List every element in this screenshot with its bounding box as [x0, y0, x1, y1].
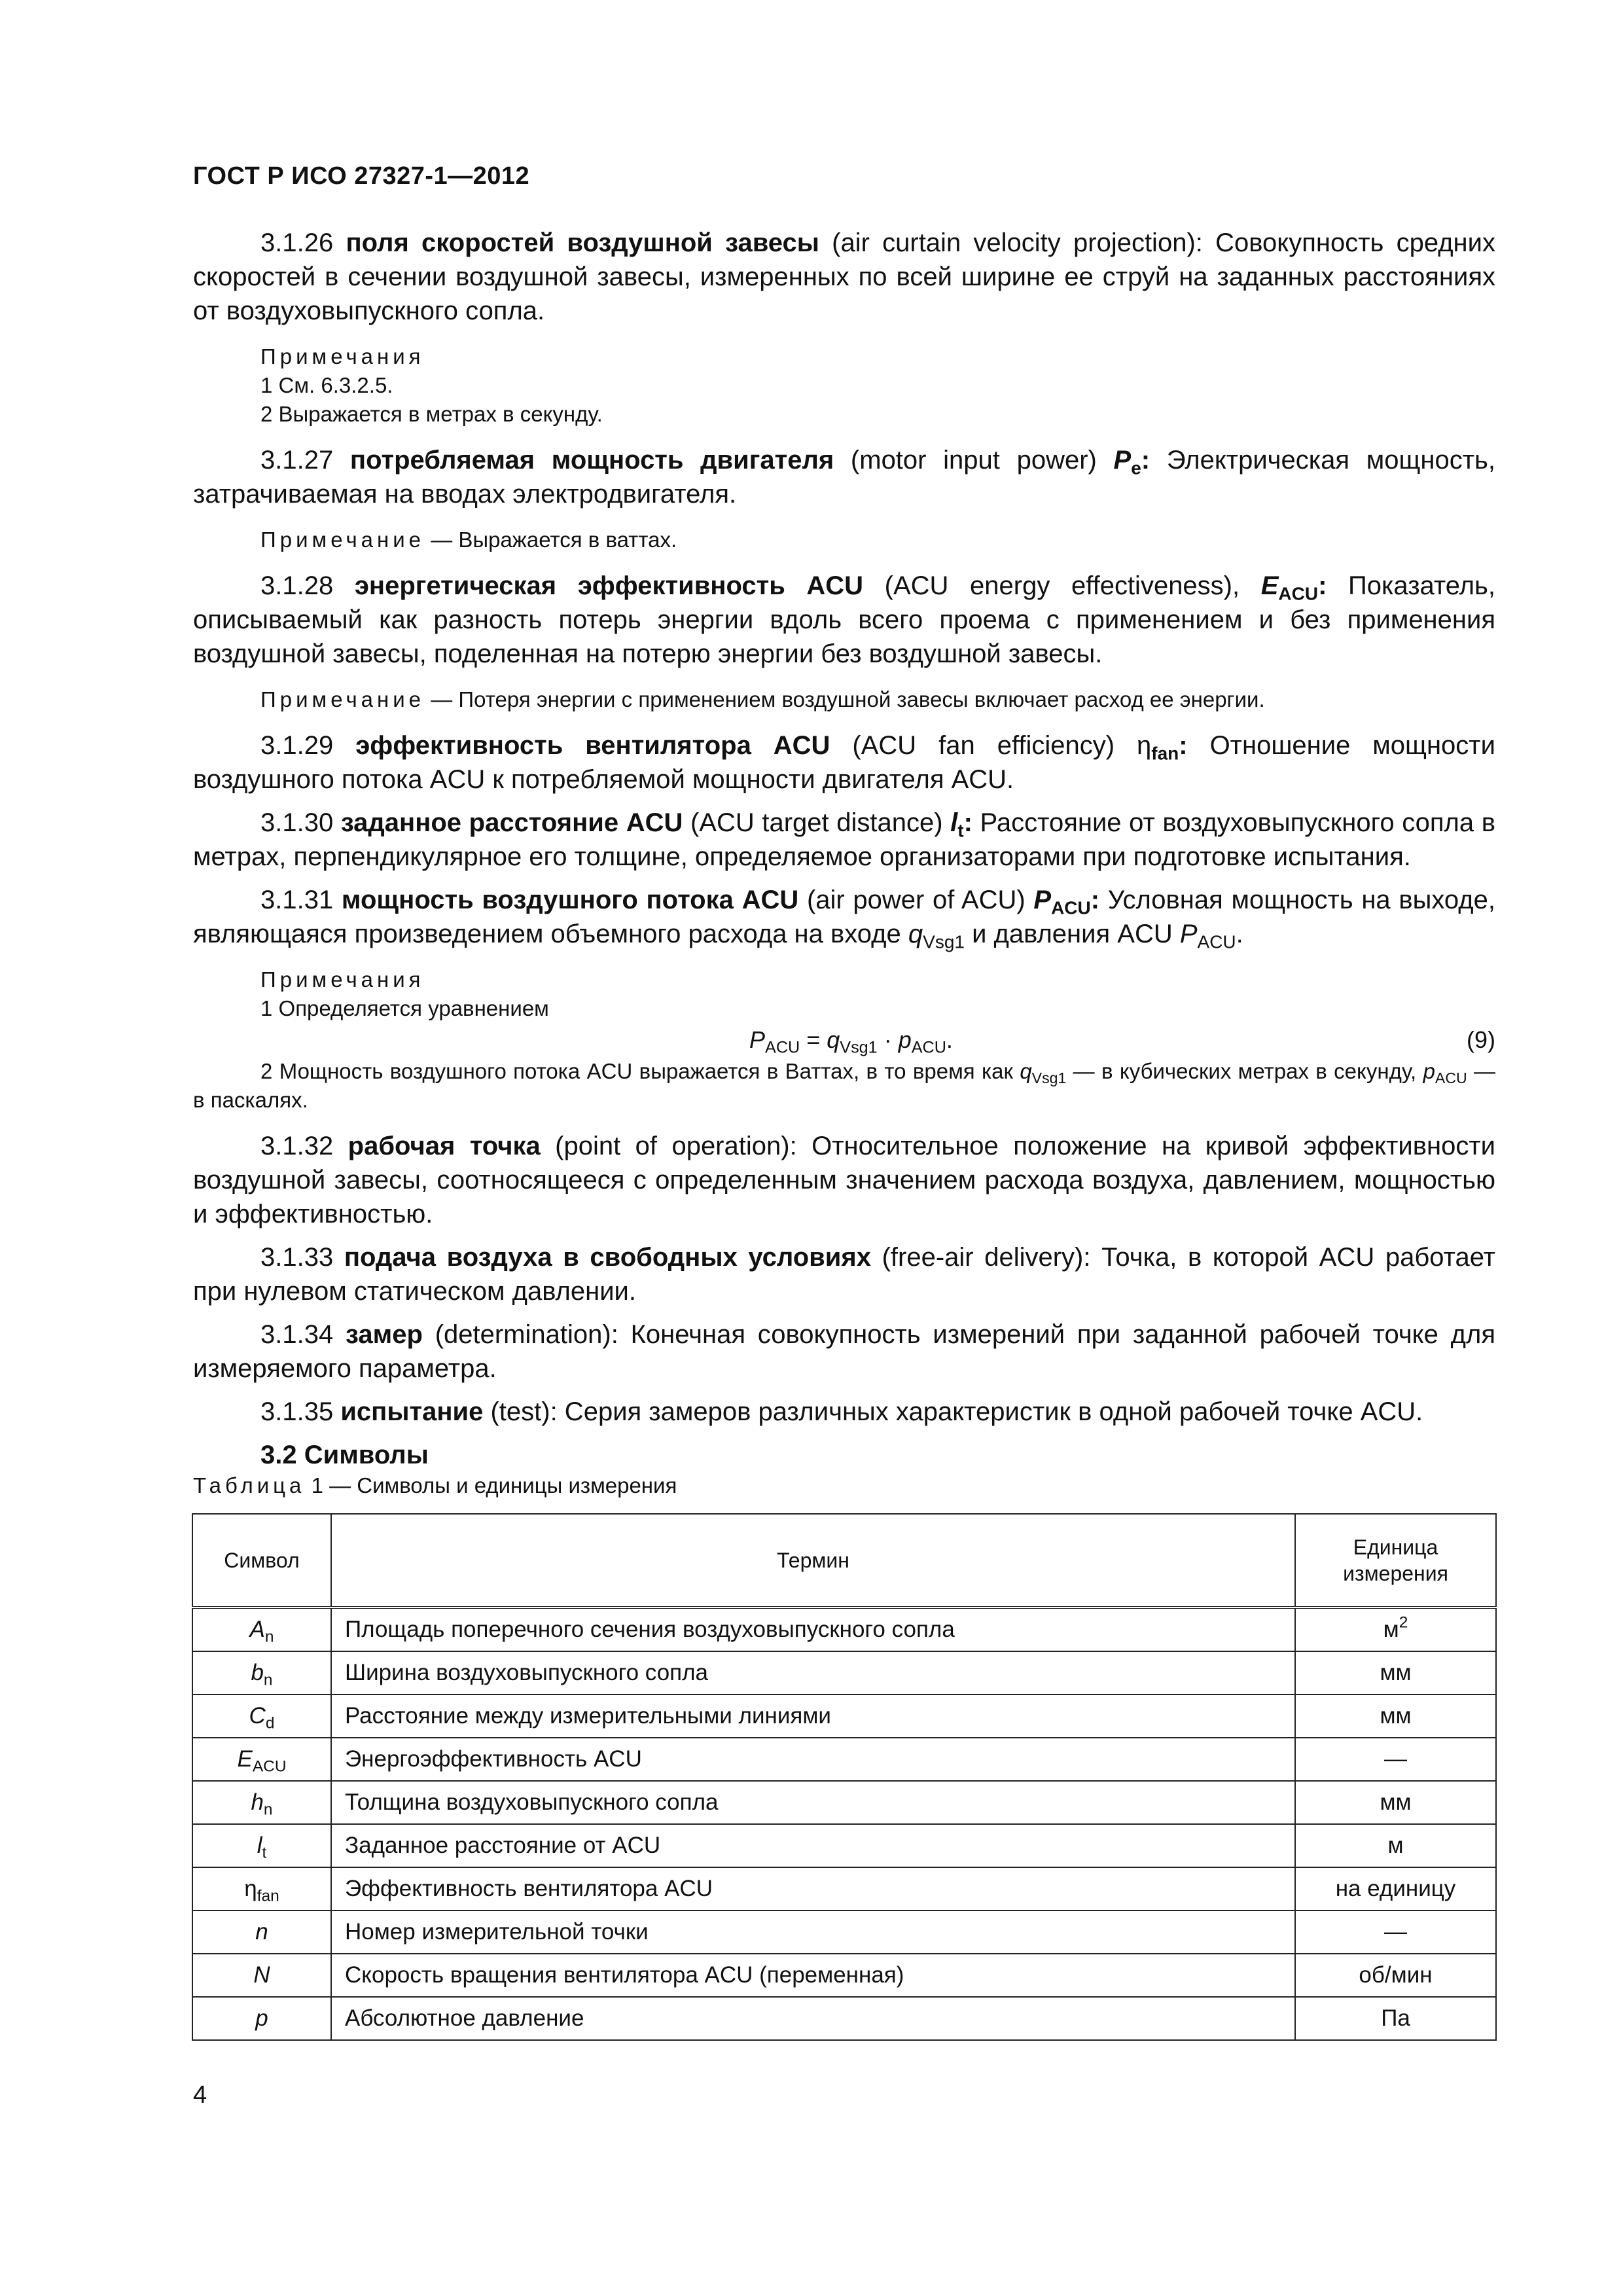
entry-symbol: E [1260, 571, 1279, 600]
table-row [192, 1781, 1496, 1824]
note-label: Примечание [260, 528, 425, 552]
table-row [192, 1824, 1496, 1867]
header-unit: Единица измерения [1295, 1514, 1496, 1607]
symbol-cell [192, 1651, 331, 1695]
entry-number: 3.1.31 [260, 886, 334, 914]
formula-p: p [898, 1026, 912, 1053]
notes-heading: Примечания [260, 967, 425, 992]
entry-term: заданное расстояние ACU [340, 808, 683, 837]
entry-3-1-34 [193, 1318, 1495, 1386]
symbol-cell [192, 1910, 331, 1954]
entry-3-1-35 [193, 1395, 1495, 1429]
note-item [260, 526, 1495, 554]
entry-term: мощность воздушного потока ACU [341, 886, 799, 914]
pressure-symbol-subscript: ACU [1435, 1069, 1467, 1086]
entry-3-1-31: 3.1.31 мощность воздушного потока ACU (air power of ACU) $P_{ACU}$: Условная мощность на выходе, являющаяся произведением объемного расхода на входе $q_{Vsg1}$ и давления ACU $P_{ACU}$. [193, 886, 1495, 952]
term-cell: Расстояние между измерительными линиями [331, 1695, 1295, 1738]
flow-symbol: q [908, 920, 923, 948]
unit-cell [1295, 1651, 1496, 1695]
page-number: 4 [193, 2081, 207, 2109]
symbol-text: η [244, 1876, 257, 1901]
note-text: — Потеря энергии с применением воздушной завесы включает расход ее энергии. [431, 687, 1265, 711]
entry-symbol: P [1033, 886, 1052, 914]
unit-text: м [1387, 1833, 1404, 1858]
pressure-symbol: P [1179, 920, 1198, 948]
entry-3-1-29: 3.1.29 эффективность вентилятора ACU (ACU fan efficiency) $\eta_{fan}$: Отношение мощности воздушного потока ACU к потребляемой мощности двигателя ACU. [193, 731, 1495, 794]
formula-expression [749, 1023, 953, 1057]
period: . [1236, 920, 1243, 948]
unit-cell [1295, 1738, 1496, 1781]
entry-term: подача воздуха в свободных условиях [344, 1243, 871, 1272]
table-header-row [192, 1514, 1496, 1607]
entry-english-term: (ACU target distance) [690, 808, 943, 837]
symbol-cell [192, 1695, 331, 1738]
symbol-text: n [255, 1919, 268, 1945]
note-text: — Выражается в ваттах. [431, 528, 677, 552]
note-label: Примечание [260, 687, 425, 711]
unit-cell [1295, 1607, 1496, 1651]
entry-definition: (determination): Конечная совокупность измерений при заданной рабочей точке для измеряемого параметра. [193, 1320, 1496, 1383]
entry-term: эффективность вентилятора ACU [355, 731, 830, 760]
formula-lhs-sub: ACU [765, 1038, 800, 1057]
entry-number: 3.1.26 [260, 228, 334, 257]
symbol-cell [192, 1781, 331, 1824]
symbol-cell [192, 1824, 331, 1867]
table-row [192, 1954, 1496, 1997]
note-item: 2 Выражается в метрах в секунду. [260, 402, 603, 426]
entry-3-1-27: 3.1.27 потребляемая мощность двигателя (motor input power) $P_e$: Электрическая мощность, затрачиваемая на вводах электродвигателя. [193, 446, 1495, 509]
formula-9 [193, 1023, 1495, 1057]
header-term: Термин [331, 1514, 1295, 1607]
symbol-cell [192, 1738, 331, 1781]
header-symbol: Символ [192, 1514, 331, 1607]
symbol-cell [192, 1997, 331, 2040]
entry-english-term: (air power of ACU) [806, 886, 1026, 914]
table-caption-text: 1 — Символы и единицы измерения [311, 1473, 677, 1498]
formula-q: q [827, 1026, 840, 1053]
term-cell: Толщина воздуховыпускного сопла [331, 1781, 1295, 1824]
term-cell: Энергоэффективность ACU [331, 1738, 1295, 1781]
document-header: ГОСТ Р ИСО 27327-1—2012 [193, 162, 530, 190]
entry-definition: Отношение мощности воздушного потока ACU к потребляемой мощности двигателя ACU. [193, 731, 1495, 794]
symbol-cell [192, 1607, 331, 1651]
pressure-symbol-subscript: ACU [1197, 931, 1236, 952]
entry-definition: (test): Серия замеров различных характеристик в одной рабочей точке ACU. [490, 1397, 1423, 1426]
entry-symbol: P [1113, 446, 1132, 475]
flow-symbol-subscript: Vsg1 [1031, 1069, 1067, 1086]
entry-3-1-30: 3.1.30 заданное расстояние ACU (ACU target distance) $l_t$: Расстояние от воздуховыпускного сопла в метрах, перпендикулярное его толщине, определяемое организаторами при подготовке испытания. [193, 808, 1495, 871]
entry-term: энергетическая эффективность ACU [354, 571, 864, 600]
entry-3-1-33 [193, 1240, 1495, 1308]
entry-number: 3.1.33 [260, 1243, 334, 1272]
entry-number: 3.1.27 [260, 446, 334, 475]
unit-text: Па [1381, 2005, 1410, 2031]
table-row [192, 1607, 1496, 1651]
table-row [192, 1910, 1496, 1954]
table-row [192, 1651, 1496, 1695]
table-row [192, 1867, 1496, 1910]
symbol-subscript: d [265, 1714, 275, 1732]
entry-term: поля скоростей воздушной завесы [346, 228, 819, 257]
entry-definition: (point of operation): Относительное положение на кривой эффективности воздушной завесы, соотносящееся с определенным значением расхода воздуха, давлением, мощностью и эффективностью. [193, 1132, 1495, 1229]
symbol-subscript: n [264, 1628, 274, 1646]
unit-cell [1295, 1954, 1496, 1997]
flow-symbol-subscript: Vsg1 [923, 931, 965, 952]
entry-symbol-subscript: ACU [1278, 583, 1319, 604]
entry-definition: (free-air delivery): Точка, в которой ACU работает при нулевом статическом давлении. [193, 1243, 1495, 1306]
entry-symbol-subscript: ACU [1051, 897, 1091, 918]
entry-term: рабочая точка [348, 1132, 541, 1160]
table-caption [193, 1471, 677, 1500]
symbol-text: N [253, 1962, 270, 1988]
formula-q-sub: Vsg1 [840, 1038, 878, 1057]
symbol-text: p [255, 2005, 268, 2031]
entry-number: 3.1.34 [260, 1320, 334, 1349]
term-cell: Ширина воздуховыпускного сопла [331, 1651, 1295, 1695]
entry-english-term: (motor input power) [850, 446, 1097, 475]
symbol-text: l [257, 1833, 262, 1858]
entry-term: потребляемая мощность двигателя [349, 446, 834, 475]
entry-term: замер [346, 1320, 423, 1349]
symbol-text: b [251, 1660, 264, 1685]
unit-text: мм [1380, 1660, 1412, 1685]
formula-lhs: P [749, 1026, 766, 1053]
symbol-text: h [251, 1789, 264, 1815]
table-row [192, 1738, 1496, 1781]
entry-number: 3.1.32 [260, 1132, 334, 1160]
entry-symbol: l [950, 808, 958, 837]
entry-definition-cont: и давления ACU [972, 920, 1173, 948]
table-row [192, 1695, 1496, 1738]
section-heading: 3.2 Символы [260, 1441, 429, 1469]
term-cell: Номер измерительной точки [331, 1910, 1295, 1954]
entry-number: 3.1.28 [260, 571, 334, 600]
entry-symbol-subscript: e [1131, 457, 1141, 478]
notes-heading: Примечания [260, 344, 425, 368]
entry-definition: Показатель, описываемый как разность потерь энергии вдоль всего проема с применением и без применения воздушной завесы, поделенная на потерю энергии без воздушной завесы. [193, 571, 1495, 668]
term-cell: Скорость вращения вентилятора ACU (переменная) [331, 1954, 1295, 1997]
document-body [193, 226, 1495, 1472]
unit-cell [1295, 1997, 1496, 2040]
unit-cell [1295, 1781, 1496, 1824]
formula-eq: = [800, 1026, 827, 1053]
formula-p-sub: ACU [911, 1038, 946, 1057]
unit-text: мм [1380, 1789, 1412, 1815]
unit-cell [1295, 1910, 1496, 1954]
unit-text: — [1384, 1919, 1407, 1945]
entry-symbol-subscript: t [957, 820, 964, 841]
entry-definition: Электрическая мощность, затрачиваемая на вводах электродвигателя. [193, 446, 1495, 509]
unit-text: м [1383, 1617, 1399, 1642]
entry-english-term: (ACU energy effectiveness), [884, 571, 1240, 600]
symbol-cell [192, 1954, 331, 1997]
symbol-text: E [237, 1746, 253, 1772]
note-text: — в паскалях. [193, 1059, 1496, 1112]
note-item [193, 1057, 1495, 1115]
formula-end: . [946, 1026, 953, 1053]
symbol-subscript: n [263, 1671, 273, 1689]
entry-3-1-32 [193, 1129, 1495, 1231]
unit-cell [1295, 1867, 1496, 1910]
symbol-text: A [249, 1617, 265, 1642]
entry-number: 3.1.29 [260, 731, 334, 760]
symbol-text: C [249, 1703, 266, 1729]
formula-number: (9) [1467, 1026, 1495, 1053]
symbol-subscript: t [262, 1844, 267, 1862]
term-cell: Площадь поперечного сечения воздуховыпускного сопла [331, 1607, 1295, 1651]
entry-definition: (air curtain velocity projection): Совокупность средних скоростей в сечении воздушной завесы, измеренных по всей ширине ее струй на заданных расстояниях от воздуховыпускного сопла. [193, 228, 1495, 325]
symbols-table [192, 1513, 1497, 2041]
pressure-symbol: p [1423, 1059, 1435, 1083]
unit-text: мм [1380, 1703, 1412, 1729]
unit-cell [1295, 1824, 1496, 1867]
entry-3-1-26 [193, 226, 1495, 328]
note-text: 2 Мощность воздушного потока ACU выражается в Ваттах, в то время как [260, 1059, 1013, 1083]
table-body [192, 1607, 1496, 2040]
symbol-subscript: n [263, 1801, 273, 1819]
entry-term: испытание [340, 1397, 484, 1426]
note-item [260, 685, 1495, 714]
flow-symbol: q [1020, 1059, 1032, 1083]
unit-text: на единицу [1335, 1876, 1456, 1901]
entry-english-term: (ACU fan efficiency) [852, 731, 1115, 760]
term-cell: Абсолютное давление [331, 1997, 1295, 2040]
formula-dot: · [877, 1026, 899, 1053]
unit-cell [1295, 1695, 1496, 1738]
unit-superscript: 2 [1399, 1613, 1408, 1632]
note-item: 1 Определяется уравнением [260, 996, 549, 1020]
table-row [192, 1997, 1496, 2040]
term-cell: Эффективность вентилятора ACU [331, 1867, 1295, 1910]
entry-symbol-subscript: fan [1151, 743, 1179, 764]
entry-definition: Расстояние от воздуховыпускного сопла в метрах, перпендикулярное его толщине, определяемое организаторами при подготовке испытания. [193, 808, 1495, 871]
entry-number: 3.1.30 [260, 808, 334, 837]
symbol-subscript: ACU [252, 1757, 287, 1776]
entry-3-1-28: 3.1.28 энергетическая эффективность ACU (ACU energy effectiveness), $E_{ACU}$: Показатель, описываемый как разность потерь энергии вдоль всего проема с применением и без применения воздушной завесы, поделенная на потерю энергии без воздушной завесы. [193, 571, 1495, 668]
unit-text: — [1384, 1746, 1407, 1772]
unit-text: об/мин [1359, 1962, 1433, 1988]
symbol-subscript: fan [257, 1887, 279, 1905]
entry-number: 3.1.35 [260, 1397, 334, 1426]
entry-definition: Условная мощность на выходе, являющаяся произведением объемного расхода на входе [193, 886, 1495, 948]
note-text: — в кубических метрах в секунду, [1073, 1059, 1417, 1083]
entry-symbol: η [1137, 731, 1152, 760]
table-caption-label: Таблица [193, 1473, 306, 1498]
symbol-cell [192, 1867, 331, 1910]
term-cell: Заданное расстояние от ACU [331, 1824, 1295, 1867]
note-item: 1 См. 6.3.2.5. [260, 373, 393, 397]
